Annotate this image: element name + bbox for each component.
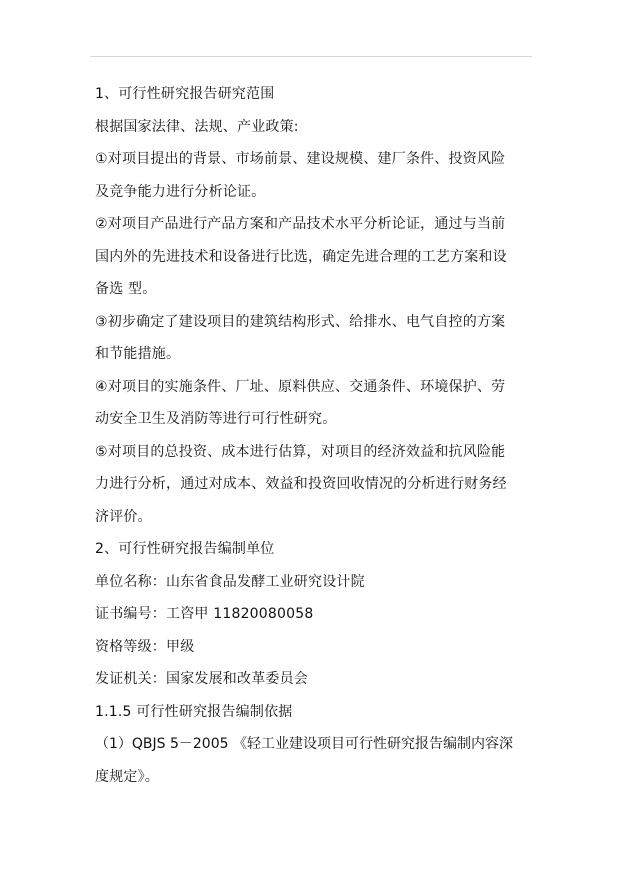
section-heading-unit: 2、可行性研究报告编制单位 [95, 541, 275, 557]
section-heading-scope: 1、可行性研究报告研究范围 [95, 86, 275, 102]
header-rule [90, 56, 532, 57]
item-5-line-2: 力进行分析，通过对成本、效益和投资回收情况的分析进行财务经 [95, 476, 507, 492]
issuing-authority: 发证机关：国家发展和改革委员会 [95, 671, 308, 687]
item-1-line-2: 及竞争能力进行分析论证。 [95, 183, 266, 200]
certificate-number: 证书编号：工咨甲 11820080058 [95, 606, 314, 622]
item-4-line-2: 动安全卫生及消防等进行可行性研究。 [95, 411, 337, 427]
basis-item-1-line-2: 度规定》。 [95, 768, 159, 785]
item-2-line-3: 备选 型。 [95, 281, 157, 297]
item-3-line-1: ③初步确定了建设项目的建筑结构形式、给排水、电气自控的方案 [95, 313, 506, 330]
document-body [95, 78, 531, 793]
basis-item-1-line-1: （1）QBJS 5－2005 《轻工业建设项目可行性研究报告编制内容深 [95, 736, 513, 752]
section-heading-basis: 1.1.5 可行性研究报告编制依据 [95, 703, 293, 720]
item-2-line-2: 国内外的先进技术和设备进行比选，确定先进合理的工艺方案和设 [95, 248, 507, 265]
item-2-line-1: ②对项目产品进行产品方案和产品技术水平分析论证，通过与当前 [95, 216, 506, 232]
item-5-line-1: ⑤对项目的总投资、成本进行估算，对项目的经济效益和抗风险能 [95, 443, 506, 460]
item-4-line-1: ④对项目的实施条件、厂址、原料供应、交通条件、环境保护、劳 [95, 378, 506, 395]
intro-line: 根据国家法律、法规、产业政策: [95, 118, 299, 135]
item-1-line-1: ①对项目提出的背景、市场前景、建设规模、建厂条件、投资风险 [95, 151, 506, 167]
item-3-line-2: 和节能措施。 [95, 346, 181, 362]
item-5-line-3: 济评价。 [95, 508, 152, 525]
unit-name: 单位名称：山东省食品发酵工业研究设计院 [95, 573, 365, 590]
qualification-grade: 资格等级：甲级 [95, 638, 195, 655]
